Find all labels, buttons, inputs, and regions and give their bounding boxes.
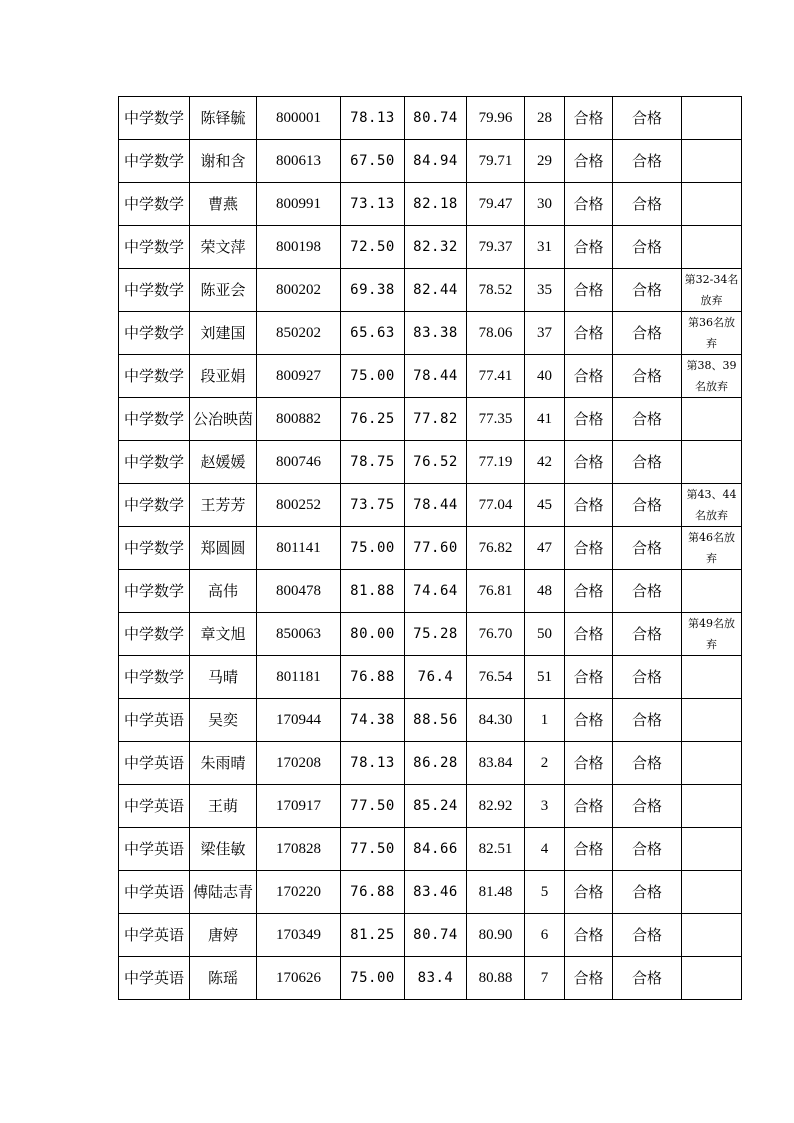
- name-cell: 梁佳敏: [190, 828, 257, 871]
- candidate-id-cell: 170220: [257, 871, 341, 914]
- physical-exam-result-cell: 合格: [565, 871, 613, 914]
- total-score-cell: 80.90: [467, 914, 525, 957]
- subject-cell: 中学英语: [119, 742, 190, 785]
- total-score-cell: 78.52: [467, 269, 525, 312]
- assessment-result-cell: 合格: [613, 484, 682, 527]
- subject-cell: 中学数学: [119, 656, 190, 699]
- total-score-cell: 76.82: [467, 527, 525, 570]
- note-cell: [682, 183, 742, 226]
- interview-score-cell: 80.74: [405, 97, 467, 140]
- total-score-cell: 79.47: [467, 183, 525, 226]
- note-cell: [682, 226, 742, 269]
- assessment-result-cell: 合格: [613, 570, 682, 613]
- rank-cell: 41: [525, 398, 565, 441]
- written-score-cell: 76.88: [341, 656, 405, 699]
- results-table-body: [119, 97, 742, 1000]
- written-score-cell: 80.00: [341, 613, 405, 656]
- interview-score-cell: 86.28: [405, 742, 467, 785]
- table-row: [119, 269, 742, 312]
- table-row: [119, 699, 742, 742]
- rank-cell: 37: [525, 312, 565, 355]
- rank-cell: 47: [525, 527, 565, 570]
- subject-cell: 中学英语: [119, 914, 190, 957]
- note-cell: [682, 656, 742, 699]
- table-row: [119, 871, 742, 914]
- physical-exam-result-cell: 合格: [565, 355, 613, 398]
- written-score-cell: 73.75: [341, 484, 405, 527]
- assessment-result-cell: 合格: [613, 914, 682, 957]
- written-score-cell: 65.63: [341, 312, 405, 355]
- physical-exam-result-cell: 合格: [565, 527, 613, 570]
- subject-cell: 中学数学: [119, 269, 190, 312]
- subject-cell: 中学数学: [119, 570, 190, 613]
- rank-cell: 5: [525, 871, 565, 914]
- rank-cell: 28: [525, 97, 565, 140]
- rank-cell: 40: [525, 355, 565, 398]
- rank-cell: 42: [525, 441, 565, 484]
- note-cell: [682, 957, 742, 1000]
- name-cell: 陈亚会: [190, 269, 257, 312]
- note-cell: [682, 742, 742, 785]
- rank-cell: 50: [525, 613, 565, 656]
- candidate-id-cell: 170208: [257, 742, 341, 785]
- physical-exam-result-cell: 合格: [565, 570, 613, 613]
- candidate-id-cell: 800001: [257, 97, 341, 140]
- written-score-cell: 72.50: [341, 226, 405, 269]
- written-score-cell: 78.13: [341, 742, 405, 785]
- total-score-cell: 84.30: [467, 699, 525, 742]
- note-cell: [682, 97, 742, 140]
- total-score-cell: 79.71: [467, 140, 525, 183]
- subject-cell: 中学数学: [119, 441, 190, 484]
- candidate-id-cell: 800746: [257, 441, 341, 484]
- interview-score-cell: 88.56: [405, 699, 467, 742]
- note-cell: [682, 140, 742, 183]
- total-score-cell: 78.06: [467, 312, 525, 355]
- physical-exam-result-cell: 合格: [565, 183, 613, 226]
- table-row: [119, 613, 742, 656]
- rank-cell: 51: [525, 656, 565, 699]
- note-cell: 第43、44名放弃: [682, 484, 742, 527]
- table-row: [119, 398, 742, 441]
- subject-cell: 中学数学: [119, 355, 190, 398]
- rank-cell: 7: [525, 957, 565, 1000]
- subject-cell: 中学数学: [119, 613, 190, 656]
- candidate-id-cell: 801141: [257, 527, 341, 570]
- written-score-cell: 76.88: [341, 871, 405, 914]
- total-score-cell: 77.19: [467, 441, 525, 484]
- interview-score-cell: 83.46: [405, 871, 467, 914]
- physical-exam-result-cell: 合格: [565, 97, 613, 140]
- candidate-id-cell: 170349: [257, 914, 341, 957]
- rank-cell: 1: [525, 699, 565, 742]
- assessment-result-cell: 合格: [613, 527, 682, 570]
- name-cell: 郑圆圆: [190, 527, 257, 570]
- candidate-id-cell: 850202: [257, 312, 341, 355]
- total-score-cell: 82.51: [467, 828, 525, 871]
- rank-cell: 48: [525, 570, 565, 613]
- candidate-id-cell: 800882: [257, 398, 341, 441]
- candidate-id-cell: 800927: [257, 355, 341, 398]
- name-cell: 朱雨晴: [190, 742, 257, 785]
- interview-score-cell: 82.44: [405, 269, 467, 312]
- table-row: [119, 914, 742, 957]
- subject-cell: 中学英语: [119, 871, 190, 914]
- interview-score-cell: 82.18: [405, 183, 467, 226]
- rank-cell: 3: [525, 785, 565, 828]
- candidate-id-cell: 170944: [257, 699, 341, 742]
- interview-score-cell: 78.44: [405, 484, 467, 527]
- assessment-result-cell: 合格: [613, 441, 682, 484]
- name-cell: 王萌: [190, 785, 257, 828]
- assessment-result-cell: 合格: [613, 656, 682, 699]
- note-cell: 第38、39名放弃: [682, 355, 742, 398]
- assessment-result-cell: 合格: [613, 183, 682, 226]
- assessment-result-cell: 合格: [613, 355, 682, 398]
- note-cell: [682, 828, 742, 871]
- written-score-cell: 69.38: [341, 269, 405, 312]
- subject-cell: 中学数学: [119, 97, 190, 140]
- assessment-result-cell: 合格: [613, 699, 682, 742]
- name-cell: 马晴: [190, 656, 257, 699]
- physical-exam-result-cell: 合格: [565, 269, 613, 312]
- subject-cell: 中学数学: [119, 140, 190, 183]
- name-cell: 公冶映茵: [190, 398, 257, 441]
- written-score-cell: 78.75: [341, 441, 405, 484]
- name-cell: 王芳芳: [190, 484, 257, 527]
- physical-exam-result-cell: 合格: [565, 828, 613, 871]
- interview-score-cell: 77.82: [405, 398, 467, 441]
- name-cell: 荣文萍: [190, 226, 257, 269]
- candidate-id-cell: 170626: [257, 957, 341, 1000]
- name-cell: 高伟: [190, 570, 257, 613]
- written-score-cell: 73.13: [341, 183, 405, 226]
- note-cell: [682, 398, 742, 441]
- name-cell: 曹燕: [190, 183, 257, 226]
- name-cell: 傅陆志青: [190, 871, 257, 914]
- name-cell: 吴奕: [190, 699, 257, 742]
- interview-score-cell: 75.28: [405, 613, 467, 656]
- note-cell: 第36名放弃: [682, 312, 742, 355]
- subject-cell: 中学数学: [119, 527, 190, 570]
- assessment-result-cell: 合格: [613, 398, 682, 441]
- written-score-cell: 81.88: [341, 570, 405, 613]
- candidate-id-cell: 800478: [257, 570, 341, 613]
- note-cell: [682, 914, 742, 957]
- subject-cell: 中学数学: [119, 398, 190, 441]
- subject-cell: 中学英语: [119, 699, 190, 742]
- rank-cell: 2: [525, 742, 565, 785]
- note-cell: 第46名放弃: [682, 527, 742, 570]
- written-score-cell: 75.00: [341, 355, 405, 398]
- results-table: [118, 96, 742, 1000]
- written-score-cell: 67.50: [341, 140, 405, 183]
- assessment-result-cell: 合格: [613, 957, 682, 1000]
- physical-exam-result-cell: 合格: [565, 914, 613, 957]
- rank-cell: 45: [525, 484, 565, 527]
- rank-cell: 30: [525, 183, 565, 226]
- assessment-result-cell: 合格: [613, 226, 682, 269]
- assessment-result-cell: 合格: [613, 312, 682, 355]
- subject-cell: 中学数学: [119, 484, 190, 527]
- written-score-cell: 77.50: [341, 785, 405, 828]
- interview-score-cell: 83.38: [405, 312, 467, 355]
- table-row: [119, 226, 742, 269]
- name-cell: 陈瑶: [190, 957, 257, 1000]
- interview-score-cell: 82.32: [405, 226, 467, 269]
- table-row: [119, 957, 742, 1000]
- subject-cell: 中学数学: [119, 312, 190, 355]
- table-row: [119, 527, 742, 570]
- physical-exam-result-cell: 合格: [565, 312, 613, 355]
- total-score-cell: 79.37: [467, 226, 525, 269]
- table-row: [119, 312, 742, 355]
- note-cell: [682, 871, 742, 914]
- candidate-id-cell: 800202: [257, 269, 341, 312]
- written-score-cell: 77.50: [341, 828, 405, 871]
- total-score-cell: 82.92: [467, 785, 525, 828]
- table-row: [119, 355, 742, 398]
- interview-score-cell: 84.66: [405, 828, 467, 871]
- candidate-id-cell: 800991: [257, 183, 341, 226]
- table-row: [119, 97, 742, 140]
- assessment-result-cell: 合格: [613, 785, 682, 828]
- name-cell: 章文旭: [190, 613, 257, 656]
- candidate-id-cell: 170828: [257, 828, 341, 871]
- physical-exam-result-cell: 合格: [565, 699, 613, 742]
- rank-cell: 31: [525, 226, 565, 269]
- total-score-cell: 77.41: [467, 355, 525, 398]
- name-cell: 谢和含: [190, 140, 257, 183]
- subject-cell: 中学数学: [119, 183, 190, 226]
- candidate-id-cell: 850063: [257, 613, 341, 656]
- table-row: [119, 656, 742, 699]
- subject-cell: 中学英语: [119, 828, 190, 871]
- name-cell: 唐婷: [190, 914, 257, 957]
- table-row: [119, 484, 742, 527]
- physical-exam-result-cell: 合格: [565, 441, 613, 484]
- total-score-cell: 76.54: [467, 656, 525, 699]
- table-row: [119, 828, 742, 871]
- assessment-result-cell: 合格: [613, 828, 682, 871]
- physical-exam-result-cell: 合格: [565, 398, 613, 441]
- written-score-cell: 74.38: [341, 699, 405, 742]
- name-cell: 陈铎毓: [190, 97, 257, 140]
- note-cell: [682, 785, 742, 828]
- note-cell: 第32-34名放弃: [682, 269, 742, 312]
- candidate-id-cell: 801181: [257, 656, 341, 699]
- physical-exam-result-cell: 合格: [565, 742, 613, 785]
- assessment-result-cell: 合格: [613, 97, 682, 140]
- interview-score-cell: 76.4: [405, 656, 467, 699]
- interview-score-cell: 80.74: [405, 914, 467, 957]
- interview-score-cell: 78.44: [405, 355, 467, 398]
- physical-exam-result-cell: 合格: [565, 226, 613, 269]
- rank-cell: 6: [525, 914, 565, 957]
- physical-exam-result-cell: 合格: [565, 613, 613, 656]
- written-score-cell: 75.00: [341, 527, 405, 570]
- interview-score-cell: 77.60: [405, 527, 467, 570]
- subject-cell: 中学数学: [119, 226, 190, 269]
- assessment-result-cell: 合格: [613, 140, 682, 183]
- rank-cell: 4: [525, 828, 565, 871]
- written-score-cell: 76.25: [341, 398, 405, 441]
- total-score-cell: 76.81: [467, 570, 525, 613]
- total-score-cell: 77.35: [467, 398, 525, 441]
- subject-cell: 中学英语: [119, 957, 190, 1000]
- candidate-id-cell: 800613: [257, 140, 341, 183]
- physical-exam-result-cell: 合格: [565, 484, 613, 527]
- table-row: [119, 140, 742, 183]
- assessment-result-cell: 合格: [613, 613, 682, 656]
- total-score-cell: 83.84: [467, 742, 525, 785]
- total-score-cell: 80.88: [467, 957, 525, 1000]
- table-row: [119, 742, 742, 785]
- interview-score-cell: 74.64: [405, 570, 467, 613]
- table-row: [119, 570, 742, 613]
- name-cell: 段亚娟: [190, 355, 257, 398]
- assessment-result-cell: 合格: [613, 742, 682, 785]
- rank-cell: 35: [525, 269, 565, 312]
- physical-exam-result-cell: 合格: [565, 656, 613, 699]
- table-row: [119, 441, 742, 484]
- written-score-cell: 78.13: [341, 97, 405, 140]
- total-score-cell: 76.70: [467, 613, 525, 656]
- assessment-result-cell: 合格: [613, 871, 682, 914]
- note-cell: [682, 570, 742, 613]
- name-cell: 赵媛媛: [190, 441, 257, 484]
- name-cell: 刘建国: [190, 312, 257, 355]
- physical-exam-result-cell: 合格: [565, 785, 613, 828]
- table-row: [119, 785, 742, 828]
- total-score-cell: 81.48: [467, 871, 525, 914]
- interview-score-cell: 76.52: [405, 441, 467, 484]
- assessment-result-cell: 合格: [613, 269, 682, 312]
- table-row: [119, 183, 742, 226]
- rank-cell: 29: [525, 140, 565, 183]
- interview-score-cell: 85.24: [405, 785, 467, 828]
- physical-exam-result-cell: 合格: [565, 957, 613, 1000]
- note-cell: [682, 699, 742, 742]
- written-score-cell: 75.00: [341, 957, 405, 1000]
- written-score-cell: 81.25: [341, 914, 405, 957]
- physical-exam-result-cell: 合格: [565, 140, 613, 183]
- total-score-cell: 79.96: [467, 97, 525, 140]
- subject-cell: 中学英语: [119, 785, 190, 828]
- total-score-cell: 77.04: [467, 484, 525, 527]
- candidate-id-cell: 800252: [257, 484, 341, 527]
- interview-score-cell: 83.4: [405, 957, 467, 1000]
- candidate-id-cell: 800198: [257, 226, 341, 269]
- interview-score-cell: 84.94: [405, 140, 467, 183]
- note-cell: [682, 441, 742, 484]
- note-cell: 第49名放弃: [682, 613, 742, 656]
- candidate-id-cell: 170917: [257, 785, 341, 828]
